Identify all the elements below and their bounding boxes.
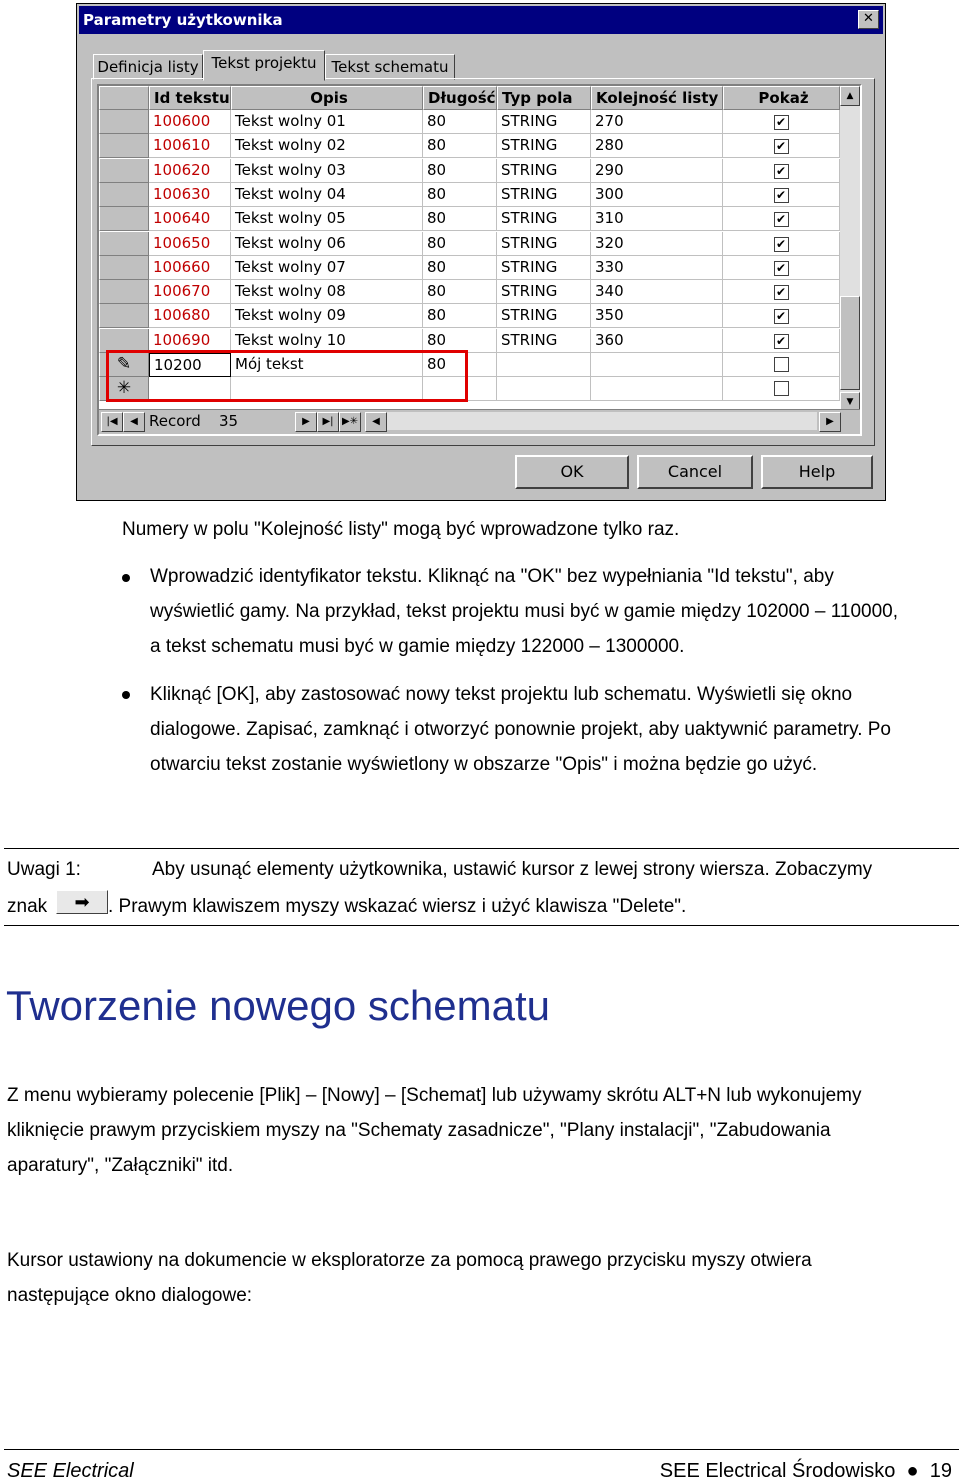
- pokaz-checkbox[interactable]: [774, 357, 789, 372]
- pokaz-checkbox[interactable]: ✔: [774, 212, 789, 227]
- cell-pokaz: [723, 304, 840, 328]
- cell-pokaz: [723, 329, 840, 353]
- footer-title: SEE Electrical Środowisko: [659, 1460, 896, 1482]
- row-selector[interactable]: [99, 207, 149, 231]
- cell-typ[interactable]: STRING: [497, 207, 591, 231]
- row-selector[interactable]: [99, 134, 149, 158]
- pokaz-checkbox[interactable]: ✔: [774, 334, 789, 349]
- row-selector[interactable]: [99, 280, 149, 304]
- row-selector[interactable]: [99, 110, 149, 134]
- cell-opis[interactable]: Tekst wolny 08: [231, 280, 423, 304]
- cell-typ[interactable]: STRING: [497, 232, 591, 256]
- cell-typ[interactable]: [497, 353, 591, 377]
- cell-dlugosc[interactable]: 80: [423, 256, 497, 280]
- cell-kolejnosc[interactable]: 320: [591, 232, 723, 256]
- table-row[interactable]: [99, 183, 840, 207]
- pokaz-checkbox[interactable]: ✔: [774, 261, 789, 276]
- cell-typ[interactable]: STRING: [497, 329, 591, 353]
- row-selector[interactable]: [99, 183, 149, 207]
- row-selector[interactable]: [99, 159, 149, 183]
- cancel-button[interactable]: Cancel: [637, 455, 753, 489]
- cell-dlugosc[interactable]: 80: [423, 110, 497, 134]
- table-row[interactable]: [99, 232, 840, 256]
- pokaz-checkbox[interactable]: ✔: [774, 285, 789, 300]
- cell-dlugosc[interactable]: 80: [423, 159, 497, 183]
- cell-pokaz: [723, 256, 840, 280]
- table-row[interactable]: [99, 110, 840, 134]
- cell-id[interactable]: 100640: [149, 207, 231, 231]
- cell-pokaz: [723, 280, 840, 304]
- highlight-frame: [106, 350, 468, 402]
- cell-id[interactable]: 100610: [149, 134, 231, 158]
- footer-right: [660, 1458, 952, 1484]
- horizontal-scrollbar[interactable]: [387, 412, 817, 430]
- bullet-icon: [122, 691, 130, 699]
- cell-opis[interactable]: Tekst wolny 04: [231, 183, 423, 207]
- cell-kolejnosc[interactable]: 290: [591, 159, 723, 183]
- cell-typ[interactable]: STRING: [497, 134, 591, 158]
- col-typ-pola[interactable]: Typ pola: [497, 86, 591, 110]
- cell-typ[interactable]: STRING: [497, 304, 591, 328]
- col-id-tekstu[interactable]: Id tekstu: [149, 86, 231, 110]
- cell-kolejnosc[interactable]: 340: [591, 280, 723, 304]
- scroll-up-icon[interactable]: ▲: [840, 86, 860, 106]
- section-heading: Tworzenie nowego schematu: [6, 982, 550, 1029]
- cell-kolejnosc[interactable]: 280: [591, 134, 723, 158]
- cell-pokaz: [723, 159, 840, 183]
- page-number: 19: [929, 1460, 952, 1482]
- next-record-icon[interactable]: ▶: [295, 412, 317, 432]
- cell-kolejnosc[interactable]: [591, 353, 723, 377]
- scroll-left-icon[interactable]: ◀: [365, 412, 387, 432]
- cell-typ[interactable]: STRING: [497, 256, 591, 280]
- footer-dot-icon: ●: [900, 1460, 925, 1482]
- note-paragraph: Numery w polu "Kolejność listy" mogą być wprowadzone tylko raz.: [122, 519, 680, 540]
- cell-dlugosc[interactable]: 80: [423, 183, 497, 207]
- cell-id[interactable]: 100630: [149, 183, 231, 207]
- tab-definicja-listy[interactable]: Definicja listy: [93, 54, 203, 80]
- cell-id[interactable]: 100600: [149, 110, 231, 134]
- row-selector-header: [99, 86, 149, 110]
- pokaz-checkbox[interactable]: ✔: [774, 237, 789, 252]
- tab-tekst-schematu[interactable]: Tekst schematu: [325, 54, 455, 80]
- table-row[interactable]: [99, 280, 840, 304]
- footer-rule: [4, 1449, 959, 1450]
- row-selector[interactable]: [99, 232, 149, 256]
- cell-kolejnosc[interactable]: 360: [591, 329, 723, 353]
- cell-kolejnosc[interactable]: [591, 377, 723, 401]
- record-label: Record: [149, 412, 201, 430]
- bullet-line: a tekst schematu musi być w gamie między 122000 – 1300000.: [150, 636, 685, 657]
- cell-id[interactable]: 100680: [149, 304, 231, 328]
- note-line: . Prawym klawiszem myszy wskazać wiersz i użyć klawisza "Delete".: [108, 896, 687, 917]
- vertical-scrollbar[interactable]: [840, 86, 860, 412]
- table-row[interactable]: [99, 159, 840, 183]
- cell-id[interactable]: 100690: [149, 329, 231, 353]
- last-record-icon[interactable]: ▶|: [317, 412, 339, 432]
- arrow-right-icon: ➡: [56, 890, 108, 914]
- asterisk-icon[interactable]: ✳: [99, 377, 149, 401]
- cell-pokaz: [723, 232, 840, 256]
- cell-opis[interactable]: Tekst wolny 09: [231, 304, 423, 328]
- cell-typ[interactable]: STRING: [497, 110, 591, 134]
- cell-id[interactable]: 100670: [149, 280, 231, 304]
- col-pokaz[interactable]: Pokaż: [723, 86, 840, 110]
- scroll-right-icon[interactable]: ▶: [819, 412, 841, 432]
- note-top-rule: [4, 848, 959, 849]
- scroll-thumb[interactable]: [840, 296, 860, 390]
- scroll-down-icon[interactable]: ▼: [840, 392, 860, 412]
- cell-opis[interactable]: Tekst wolny 06: [231, 232, 423, 256]
- cell-typ[interactable]: STRING: [497, 159, 591, 183]
- dialog-title: Parametry użytkownika: [79, 6, 883, 34]
- table-header: [99, 86, 840, 110]
- cell-opis[interactable]: Tekst wolny 05: [231, 207, 423, 231]
- bullet-line: Wprowadzić identyfikator tekstu. Kliknąć na "OK" bez wypełniania "Id tekstu", aby: [150, 566, 834, 587]
- cell-kolejnosc[interactable]: 350: [591, 304, 723, 328]
- cell-opis[interactable]: Tekst wolny 01: [231, 110, 423, 134]
- cell-kolejnosc[interactable]: 300: [591, 183, 723, 207]
- table-row[interactable]: [99, 304, 840, 328]
- cell-typ[interactable]: [497, 377, 591, 401]
- cell-id[interactable]: 100650: [149, 232, 231, 256]
- cell-dlugosc[interactable]: 80: [423, 134, 497, 158]
- cell-id[interactable]: 100620: [149, 159, 231, 183]
- pokaz-checkbox[interactable]: ✔: [774, 139, 789, 154]
- cell-opis[interactable]: Tekst wolny 07: [231, 256, 423, 280]
- ok-button[interactable]: OK: [515, 455, 629, 489]
- cell-dlugosc[interactable]: 80: [423, 280, 497, 304]
- note-znak: znak: [7, 896, 48, 917]
- prev-record-icon[interactable]: ◀: [123, 412, 145, 432]
- paragraph-line: Z menu wybieramy polecenie [Plik] – [Nowy] – [Schemat] lub używamy skrótu ALT+N lub wykonujemy: [7, 1085, 862, 1106]
- cell-dlugosc[interactable]: 80: [423, 232, 497, 256]
- pokaz-checkbox[interactable]: ✔: [774, 164, 789, 179]
- table-row[interactable]: [99, 134, 840, 158]
- cell-opis[interactable]: Tekst wolny 10: [231, 329, 423, 353]
- cell-kolejnosc[interactable]: 310: [591, 207, 723, 231]
- row-selector[interactable]: [99, 256, 149, 280]
- close-button[interactable]: ✕: [858, 10, 879, 29]
- cell-id[interactable]: 10200: [149, 353, 231, 377]
- cell-pokaz: [723, 207, 840, 231]
- record-number-field[interactable]: 35: [219, 412, 239, 430]
- paragraph-line: następujące okno dialogowe:: [7, 1285, 253, 1306]
- cell-opis[interactable]: Tekst wolny 02: [231, 134, 423, 158]
- cell-dlugosc[interactable]: 80: [423, 353, 497, 377]
- first-record-icon[interactable]: |◀: [101, 412, 123, 432]
- bullet-line: dialogowe. Zapisać, zamknąć i otworzyć ponownie projekt, aby uaktywnić parametry. Po: [150, 719, 891, 740]
- cell-typ[interactable]: STRING: [497, 280, 591, 304]
- cell-pokaz: [723, 183, 840, 207]
- bullet-line: Kliknąć [OK], aby zastosować nowy tekst projektu lub schematu. Wyświetli się okno: [150, 684, 853, 705]
- cell-pokaz: [723, 134, 840, 158]
- cell-dlugosc[interactable]: 80: [423, 329, 497, 353]
- col-dlugosc[interactable]: Długość: [423, 86, 497, 110]
- pokaz-checkbox[interactable]: [774, 381, 789, 396]
- record-navigator: [99, 409, 860, 434]
- pokaz-checkbox[interactable]: ✔: [774, 115, 789, 130]
- pencil-icon[interactable]: ✎: [99, 353, 149, 377]
- row-selector[interactable]: [99, 304, 149, 328]
- paragraph-line: Kursor ustawiony na dokumencie w eksploratorze za pomocą prawego przycisku myszy otwiera: [7, 1250, 812, 1271]
- table-row[interactable]: [99, 256, 840, 280]
- user-parameters-dialog: [76, 3, 886, 501]
- new-record-icon[interactable]: ▶✳: [339, 412, 361, 432]
- cell-kolejnosc[interactable]: 270: [591, 110, 723, 134]
- cell-opis[interactable]: Tekst wolny 03: [231, 159, 423, 183]
- footer-left: SEE Electrical: [7, 1460, 134, 1482]
- cell-dlugosc[interactable]: 80: [423, 207, 497, 231]
- cell-pokaz: [723, 353, 840, 377]
- cell-pokaz: [723, 377, 840, 401]
- cell-kolejnosc[interactable]: 330: [591, 256, 723, 280]
- cell-id[interactable]: 100660: [149, 256, 231, 280]
- tab-tekst-projektu[interactable]: Tekst projektu: [203, 50, 325, 81]
- help-button[interactable]: Help: [761, 455, 873, 489]
- cell-dlugosc[interactable]: 80: [423, 304, 497, 328]
- col-opis[interactable]: Opis: [231, 86, 423, 110]
- paragraph-line: kliknięcie prawym przyciskiem myszy na "Schematy zasadnicze", "Plany instalacji", "Zabudowania: [7, 1120, 831, 1141]
- col-kolejnosc-listy[interactable]: Kolejność listy: [591, 86, 723, 110]
- cell-opis[interactable]: Mój tekst: [231, 353, 423, 377]
- note-label: Uwagi 1:: [7, 859, 81, 880]
- pokaz-checkbox[interactable]: ✔: [774, 309, 789, 324]
- cell-pokaz: [723, 110, 840, 134]
- pokaz-checkbox[interactable]: ✔: [774, 188, 789, 203]
- table-row[interactable]: [99, 207, 840, 231]
- bullet-icon: [122, 574, 130, 582]
- note-line: Aby usunąć elementy użytkownika, ustawić kursor z lewej strony wiersza. Zobaczymy: [152, 859, 873, 880]
- bullet-line: wyświetlić gamy. Na przykład, tekst projektu musi być w gamie między 102000 – 110000,: [150, 601, 899, 622]
- paragraph-line: aparatury", "Załączniki" itd.: [7, 1155, 234, 1176]
- note-bottom-rule: [4, 925, 959, 926]
- cell-typ[interactable]: STRING: [497, 183, 591, 207]
- bullet-line: otwarciu tekst zostanie wyświetlony w obszarze "Opis" i można będzie go użyć.: [150, 754, 818, 775]
